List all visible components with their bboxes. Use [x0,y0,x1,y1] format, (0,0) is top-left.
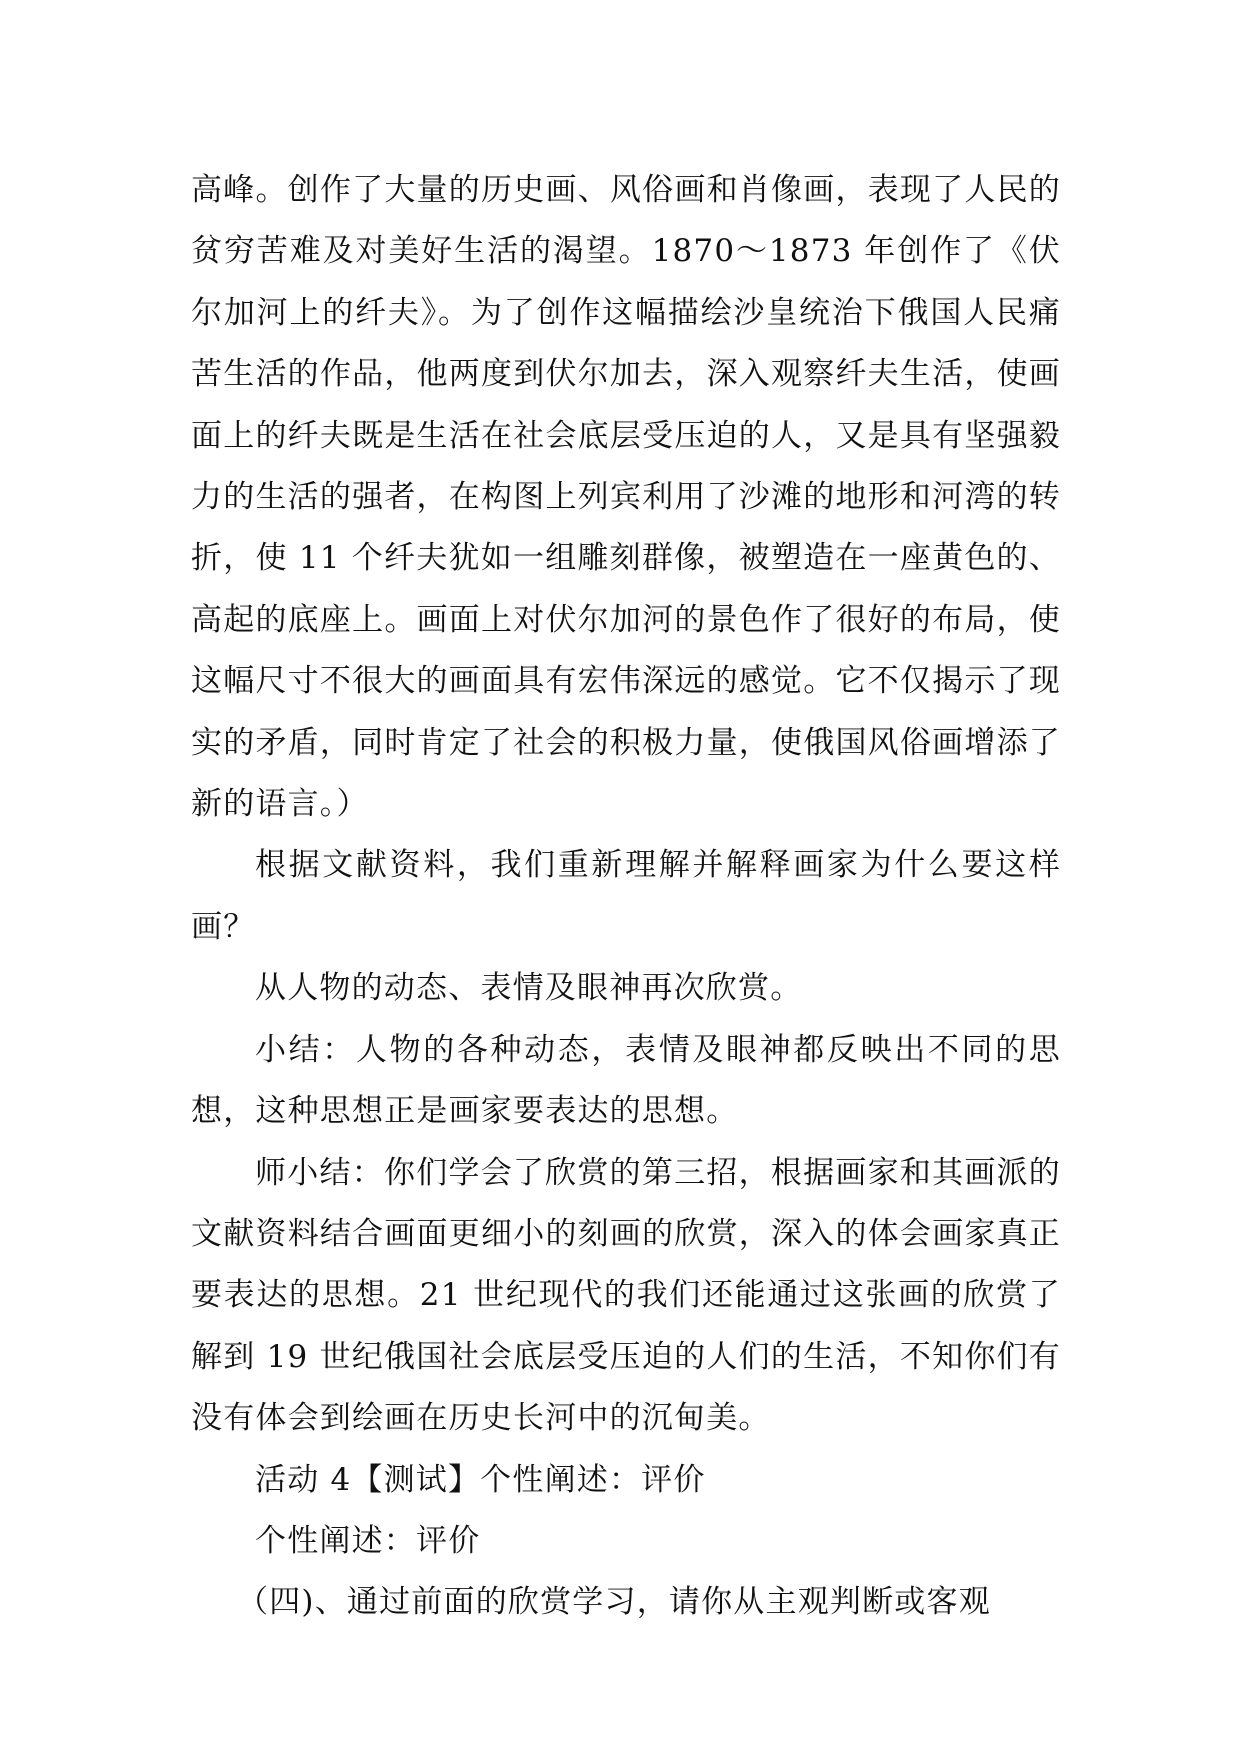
paragraph-repin-description: 高峰。创作了大量的历史画、风俗画和肖像画，表现了人民的贫穷苦难及对美好生活的渴望。1870～1873 年创作了《伏尔加河上的纤夫》。为了创作这幅描绘沙皇统治下俄国人民痛苦生活的作品，他两度到伏尔加去，深入观察纤夫生活，使画面上的纤夫既是生活在社会底层受压迫的人，又是具有坚强毅力的生活的强者，在构图上列宾利用了沙滩的地形和河湾的转折，使 11 个纤夫犹如一组雕刻群像，被塑造在一座黄色的、高起的底座上。画面上对伏尔加河的景色作了很好的布局，使这幅尺寸不很大的画面具有宏伟深远的感觉。它不仅揭示了现实的矛盾，同时肯定了社会的积极力量，使俄国风俗画增添了新的语言。） [191,172,1061,823]
paragraph-summary: 小结：人物的各种动态，表情及眼神都反映出不同的思想，这种思想正是画家要表达的思想。 [191,1031,1061,1130]
paragraph-evaluation-heading: 个性阐述：评价 [255,1522,481,1559]
document-body [191,160,1061,1634]
paragraph-question: 根据文献资料，我们重新理解并解释画家为什么要这样画？ [191,847,1061,945]
paragraph-activity-heading: 活动 4【测试】个性阐述：评价 [255,1461,706,1498]
paragraph-section-four: （四)、通过前面的欣赏学习，请你从主观判断或客观 [237,1584,991,1621]
paragraph-teacher-summary: 师小结：你们学会了欣赏的第三招，根据画家和其画派的文献资料结合画面更细小的刻画的欣赏，深入的体会画家真正要表达的思想。21 世纪现代的我们还能通过这张画的欣赏了解到 19 世纪俄国社会底层受压迫的人们的生活，不知你们有没有体会到绘画在历史长河中的沉甸美。 [191,1154,1061,1437]
paragraph-appreciate-again: 从人物的动态、表情及眼神再次欣赏。 [255,970,803,1007]
